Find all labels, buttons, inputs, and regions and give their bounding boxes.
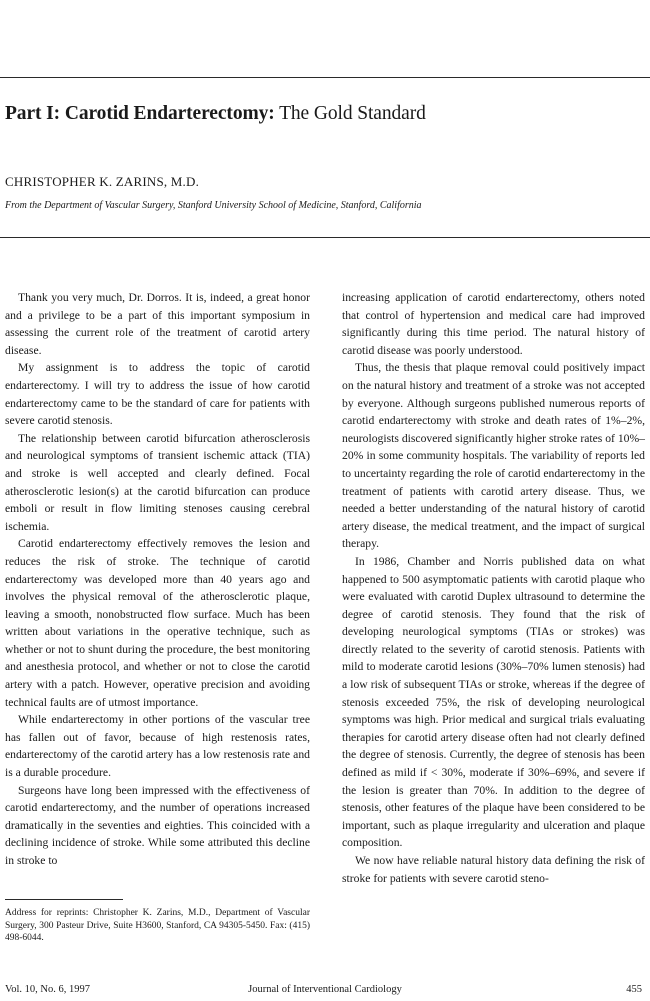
article-title-rest: The Gold Standard: [274, 103, 426, 124]
body-paragraph: My assignment is to address the topic of carotid endarterectomy. I will try to address the issue of how carotid endarterectomy came to be the standard of care for patients with severe carotid stenosis.: [5, 361, 310, 428]
body-paragraph: Thank you very much, Dr. Dorros. It is, indeed, a great honor and a privilege to be a part of this important symposium in assessing the current role of the treatment of carotid artery disease.: [5, 291, 310, 357]
body-paragraph: Thus, the thesis that plaque removal could positively impact on the natural history and treatment of a stroke was not accepted by everyone. Although surgeons published numerous reports of carotid endarterectomy with stroke and death rates of 1%–2%, neurologists discovered significantly higher stroke rates of 10%–20% in some community hospitals. The variability of reports led to uncertainty regarding the role of carotid endarterectomy in the treatment of patients with carotid artery disease. Thus, we needed a better understanding of the natural history of carotid artery disease, the medical treatment, and the impact of surgical therapy.: [342, 361, 645, 551]
body-paragraph: We now have reliable natural history data defining the risk of stroke for patients with severe carotid steno-: [342, 854, 645, 885]
body-column-left: [5, 289, 310, 870]
footnote-rule: [5, 899, 123, 900]
footer-journal: Journal of Interventional Cardiology: [248, 984, 402, 995]
article-title: [5, 103, 426, 125]
body-paragraph: While endarterectomy in other portions of the vascular tree has fallen out of favor, because of high restenosis rates, endarterectomy of the carotid artery has a low restenosis rate and is a durable procedure.: [5, 713, 310, 780]
header-rule: [0, 77, 650, 78]
footer-volume: Vol. 10, No. 6, 1997: [5, 984, 90, 995]
article-title-bold: Part I: Carotid Endarterectomy:: [5, 103, 275, 124]
reprint-footnote: Address for reprints: Christopher K. Zarins, M.D., Department of Vascular Surgery, 300 Pasteur Drive, Suite H3600, Stanford, CA 94305-5450. Fax: (415) 498-6044.: [5, 908, 310, 944]
body-column-right: [342, 289, 645, 887]
title-block-rule: [0, 237, 650, 238]
author-affiliation: From the Department of Vascular Surgery, Stanford University School of Medicine, Stanford, California: [5, 200, 422, 211]
body-paragraph: In 1986, Chamber and Norris published data on what happened to 500 asymptomatic patients with carotid plaque who were evaluated with carotid Duplex ultrasound to determine the degree of carotid stenosis. They found that the risk of developing neurological symptoms (TIAs or strokes) was directly related to the severity of carotid stenosis. Patients with mild to moderate carotid lesions (30%–70% lumen stenosis) had a low risk of subsequent TIAs or stroke, whereas if the degree of stenosis exceeded 75%, the risk of developing neurological symptoms was high. Prior medical and surgical trials evaluating therapies for carotid artery disease often had not clearly defined the degree of stenosis. Currently, the degree of stenosis has been defined as mild if < 30%, moderate if 30%–69%, and severe if the lesion is greater than 70%. In addition to the degree of stenosis, other features of the plaque have been considered to be important, such as plaque irregularity and ulceration and plaque composition.: [342, 554, 645, 850]
body-paragraph: increasing application of carotid endarterectomy, others noted that control of hypertension and medical care had improved significantly during this time period. The natural history of carotid disease was poorly understood.: [342, 291, 645, 357]
footer-page-number: 455: [626, 984, 642, 995]
body-paragraph: The relationship between carotid bifurcation atherosclerosis and neurological symptoms of transient ischemic attack (TIA) and stroke is well accepted and clearly defined. Focal atherosclerotic lesion(s) at the carotid bifurcation can produce emboli or result in flow limiting stenoses causing cerebral ischemia.: [5, 431, 310, 533]
body-paragraph: Carotid endarterectomy effectively removes the lesion and reduces the risk of stroke. The technique of carotid endarterectomy was developed more than 40 years ago and involves the physical removal of the atherosclerotic plaque, leaving a smooth, nonobstructed flow surface. Much has been written about variations in the operative technique, such as whether or not to shunt during the procedure, the best monitoring and anesthesia protocol, and whether or not to close the carotid artery with a patch. However, operative precision and avoiding technical faults are of utmost importance.: [5, 537, 310, 709]
body-paragraph: Surgeons have long been impressed with the effectiveness of carotid endarterectomy, and the number of operations increased dramatically in the seventies and eighties. This coincided with a declining incidence of stroke. While some attributed this decline in stroke to: [5, 783, 310, 867]
author-name: CHRISTOPHER K. ZARINS, M.D.: [5, 174, 200, 189]
